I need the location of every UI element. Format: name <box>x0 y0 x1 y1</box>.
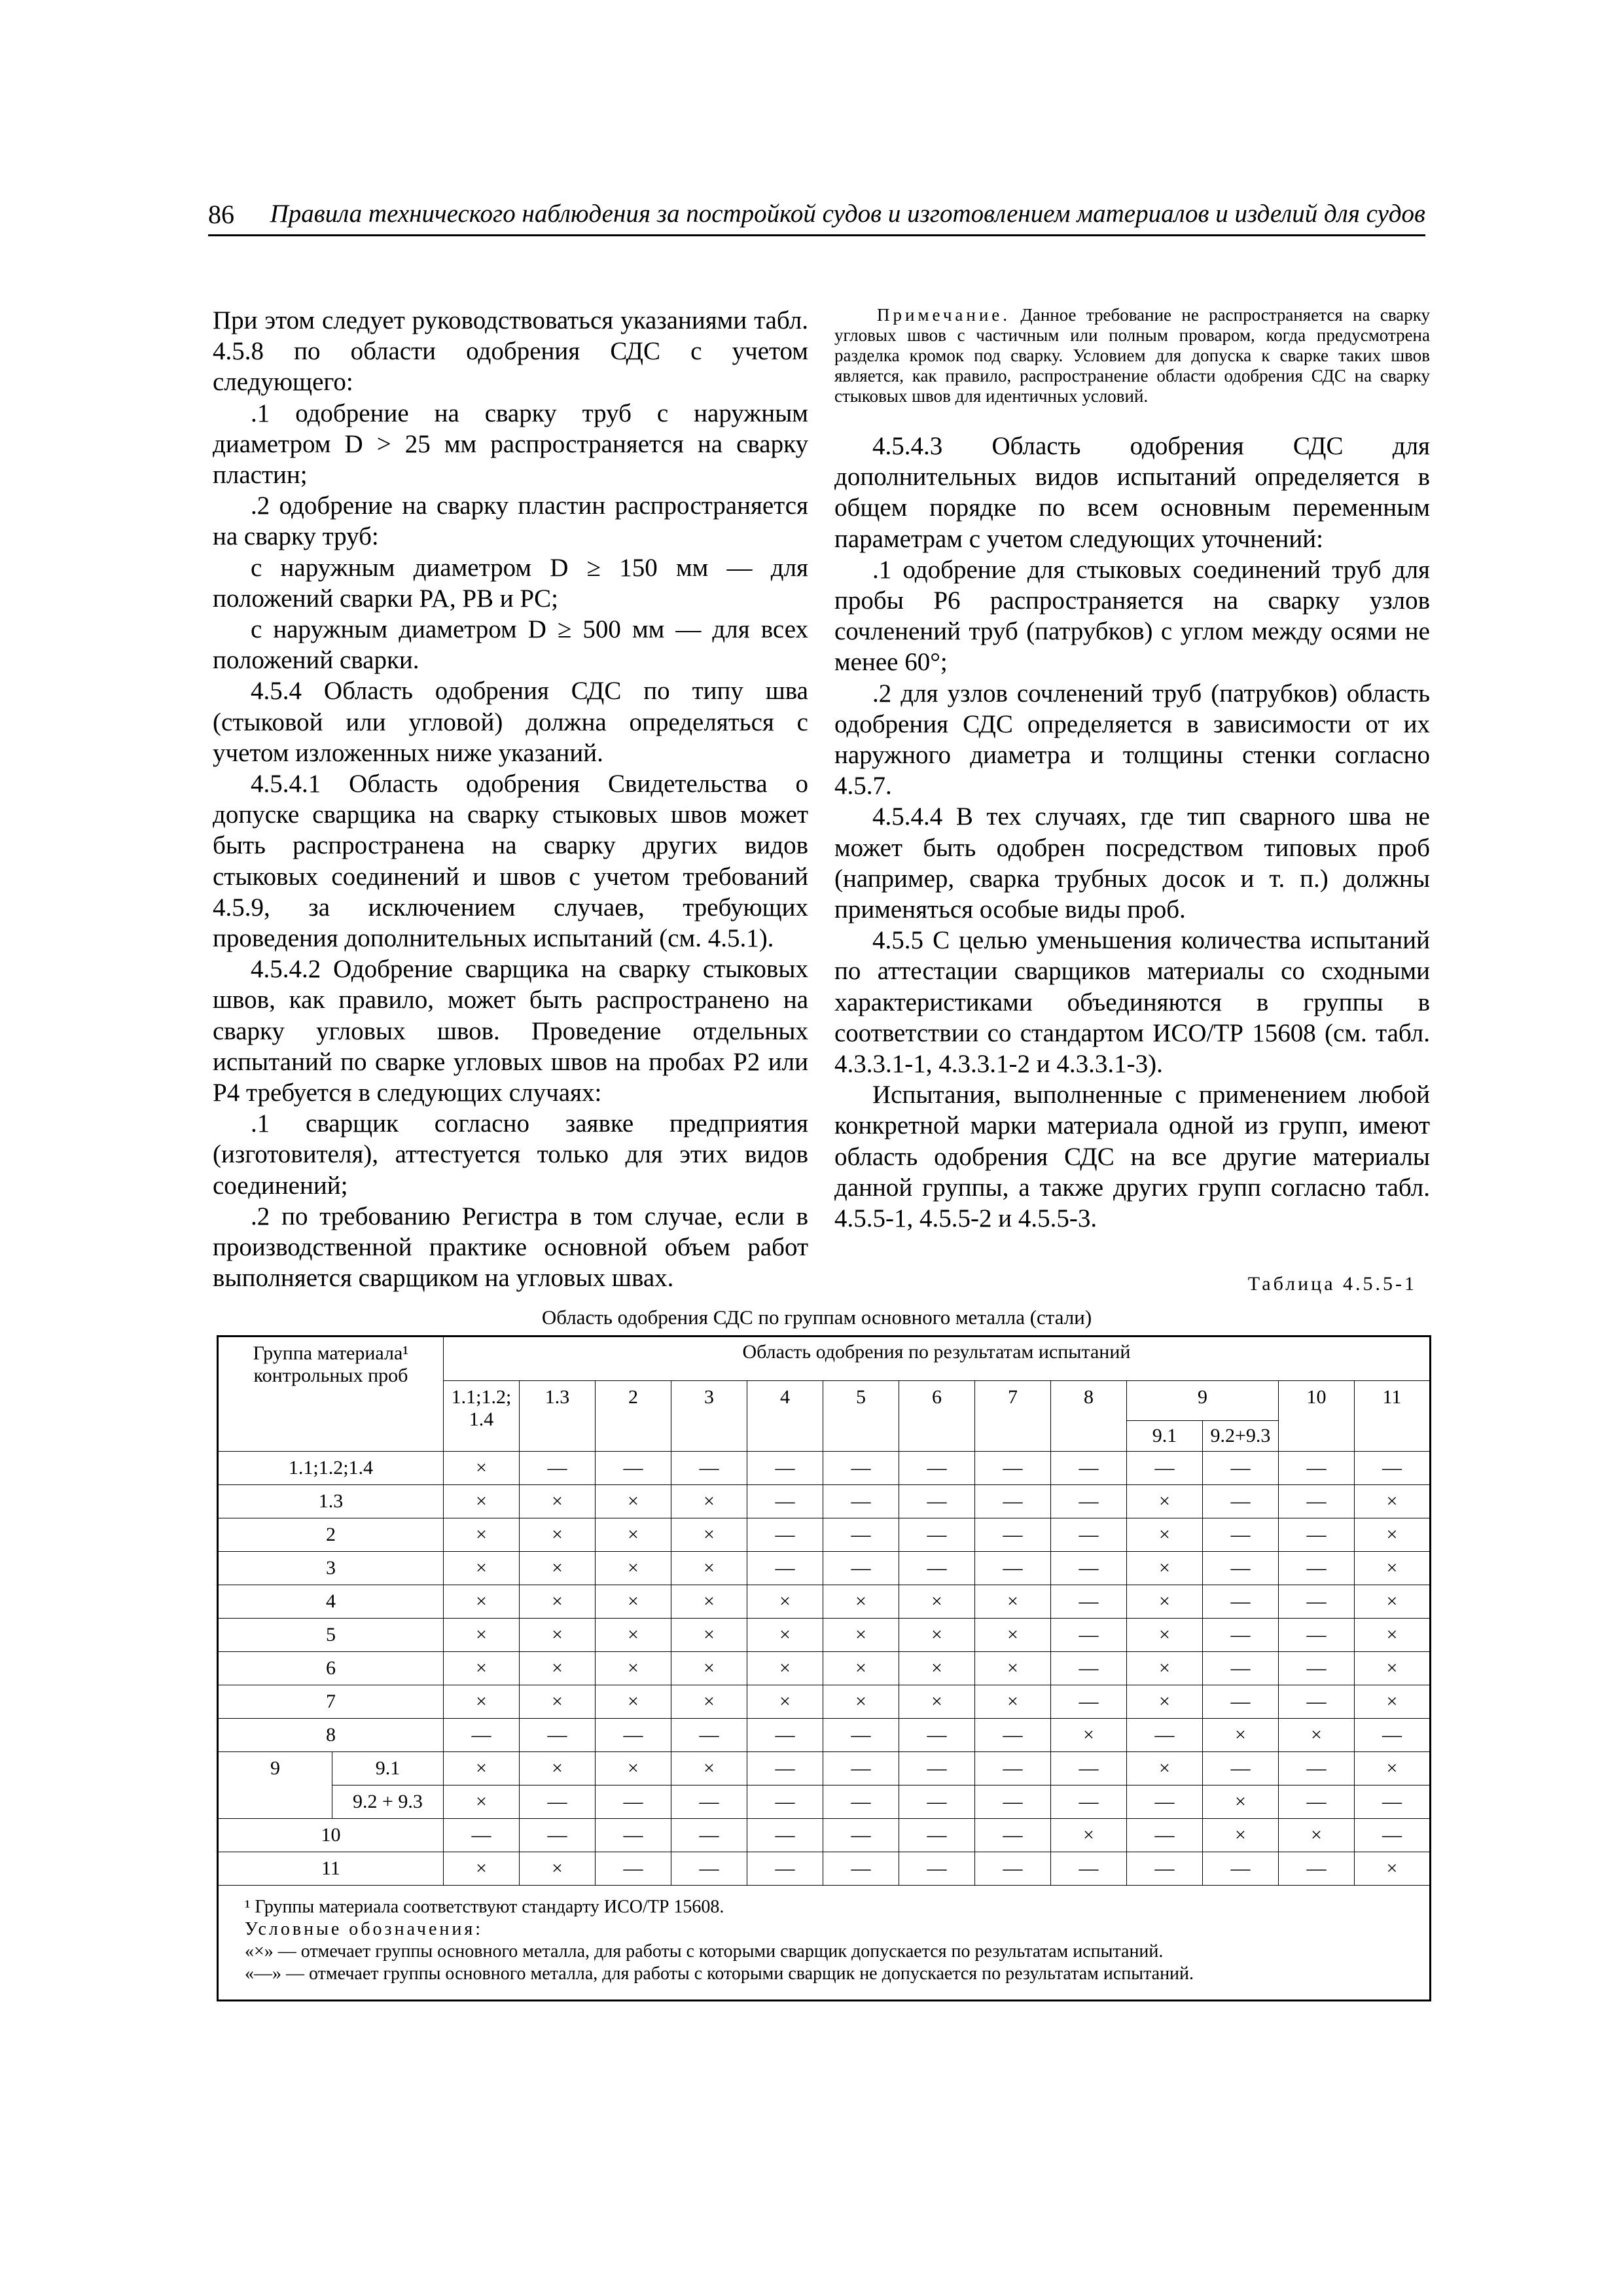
column-header: 2 <box>595 1381 671 1452</box>
table-cell: — <box>823 1819 899 1852</box>
table-cell: × <box>1354 1552 1430 1585</box>
table-cell: × <box>1354 1752 1430 1785</box>
note <box>834 305 1430 406</box>
table-cell: — <box>1050 1785 1126 1819</box>
table-cell: × <box>974 1619 1050 1652</box>
table-cell: × <box>899 1685 974 1719</box>
table-cell: — <box>671 1452 747 1485</box>
note-text: Данное требование не распространяется на сварку угловых швов с частичным или полным проваром, когда предусмотрена разделка кромок под сварку. Условием для допуска к сварке таких швов является, как правило, распространение области одобрения СДС на сварку стыковых швов для идентичных условий. <box>834 305 1430 406</box>
table-cell: — <box>1278 1652 1354 1685</box>
table-cell: — <box>899 1852 974 1886</box>
table-cell: × <box>671 1685 747 1719</box>
table-cell: × <box>1202 1785 1278 1819</box>
column-header: 7 <box>974 1381 1050 1452</box>
table-cell: × <box>1126 1518 1202 1552</box>
table-cell: — <box>747 1518 823 1552</box>
table-cell: × <box>1050 1819 1126 1852</box>
table-cell: × <box>443 1452 519 1485</box>
table-cell: × <box>974 1585 1050 1619</box>
table-cell: — <box>595 1719 671 1752</box>
table-cell: × <box>671 1585 747 1619</box>
table-title: Область одобрения СДС по группам основного металла (стали) <box>541 1306 1092 1329</box>
row-label: 11 <box>218 1852 444 1886</box>
table-row <box>218 1518 1431 1552</box>
table-cell: × <box>671 1552 747 1585</box>
table-cell: × <box>823 1619 899 1652</box>
table-cell: — <box>974 1819 1050 1852</box>
row-label: 2 <box>218 1518 444 1552</box>
row-sublabel: 9.2 + 9.3 <box>332 1785 444 1819</box>
table-cell: — <box>1278 1552 1354 1585</box>
table-cell: × <box>519 1619 595 1652</box>
table-cell: — <box>823 1552 899 1585</box>
table-cell: — <box>1050 1852 1126 1886</box>
table-cell: × <box>1354 1485 1430 1518</box>
paragraph: с наружным диаметром D ≥ 150 мм — для положений сварки PA, PB и PC; <box>213 553 808 613</box>
table-cell: — <box>1354 1785 1430 1819</box>
table-cell: — <box>1202 1585 1278 1619</box>
table-cell: — <box>519 1719 595 1752</box>
table-cell: × <box>823 1585 899 1619</box>
right-column <box>834 305 1430 1234</box>
table-cell: — <box>1202 1685 1278 1719</box>
table-cell: × <box>747 1619 823 1652</box>
table-cell: × <box>519 1652 595 1685</box>
table-cell: — <box>974 1485 1050 1518</box>
table-cell: — <box>1354 1452 1430 1485</box>
table-cell: × <box>443 1785 519 1819</box>
table-cell: × <box>519 1485 595 1518</box>
table-cell: — <box>1126 1785 1202 1819</box>
table-cell: × <box>1202 1819 1278 1852</box>
table-cell: — <box>1278 1685 1354 1719</box>
legend-item: «—» — отмечает группы основного металла, для работы с которыми сварщик не допускается по результатам испытаний. <box>245 1964 1194 1984</box>
table-row <box>218 1685 1431 1719</box>
table-cell: — <box>747 1552 823 1585</box>
paragraph: с наружным диаметром D ≥ 500 мм — для всех положений сварки. <box>213 615 808 675</box>
approval-table <box>217 1335 1431 2001</box>
table-cell: × <box>974 1685 1050 1719</box>
table-cell: — <box>1278 1485 1354 1518</box>
table-footnotes <box>218 1886 1431 2001</box>
table-cell: — <box>747 1819 823 1852</box>
table-cell: — <box>1202 1518 1278 1552</box>
table-cell: — <box>747 1452 823 1485</box>
row-label: 3 <box>218 1552 444 1585</box>
paragraph: 4.5.4.1 Область одобрения Свидетельства о допуске сварщика на сварку стыковых швов может быть распространена на сварку других видов стыковых соединений и швов с учетом требований 4.5.9, за исключением случаев, требующих проведения дополнительных испытаний (см. 4.5.1). <box>213 770 808 953</box>
table-cell: × <box>671 1619 747 1652</box>
table-cell: — <box>671 1785 747 1819</box>
table-cell: × <box>519 1552 595 1585</box>
paragraph: Испытания, выполненные с применением любой конкретной марки материала одной из групп, имеют область одобрения СДС на все другие материалы данной группы, а также других групп согласно табл. 4.5.5-1, 4.5.5-2 и 4.5.5-3. <box>834 1081 1430 1233</box>
table-cell: — <box>671 1852 747 1886</box>
paragraph: При этом следует руководствоваться указаниями табл. 4.5.8 по области одобрения СДС с учетом следующего: <box>213 306 808 397</box>
table-cell: × <box>747 1652 823 1685</box>
table-cell: — <box>1050 1619 1126 1652</box>
legend-item: «×» — отмечает группы основного металла, для работы с которыми сварщик допускается по результатам испытаний. <box>245 1941 1164 1962</box>
table-cell: × <box>1126 1652 1202 1685</box>
table-cell: × <box>1126 1619 1202 1652</box>
table-cell: × <box>1126 1485 1202 1518</box>
column-header: 5 <box>823 1381 899 1452</box>
row-group-label: 9 <box>218 1752 332 1819</box>
table-cell: × <box>519 1685 595 1719</box>
table-cell: — <box>1126 1819 1202 1852</box>
table-cell: × <box>443 1485 519 1518</box>
table-cell: × <box>899 1619 974 1652</box>
table-cell: — <box>1278 1752 1354 1785</box>
table-cell: × <box>595 1652 671 1685</box>
column-header: 9 <box>1126 1381 1278 1421</box>
running-title: Правила технического наблюдения за постройкой судов и изготовлением материалов и изделий для судов <box>270 200 1425 228</box>
table-cell: × <box>899 1652 974 1685</box>
table-cell: — <box>747 1852 823 1886</box>
table-cell: — <box>899 1518 974 1552</box>
table-cell: — <box>974 1752 1050 1785</box>
column-header: 1.3 <box>519 1381 595 1452</box>
table-row <box>218 1452 1431 1485</box>
table-row <box>218 1485 1431 1518</box>
table-cell: × <box>1050 1719 1126 1752</box>
table-number: Таблица 4.5.5-1 <box>1247 1273 1417 1295</box>
table-cell: × <box>671 1485 747 1518</box>
table-row <box>218 1552 1431 1585</box>
table-cell: × <box>1126 1585 1202 1619</box>
table-cell: × <box>519 1518 595 1552</box>
column-header: 3 <box>671 1381 747 1452</box>
table-cell: — <box>1278 1585 1354 1619</box>
row-label: 1.1;1.2;1.4 <box>218 1452 444 1485</box>
table-cell: — <box>1050 1752 1126 1785</box>
table-cell: — <box>1202 1752 1278 1785</box>
paragraph: .2 одобрение на сварку пластин распространяется на сварку труб: <box>213 492 808 551</box>
table-cell: — <box>747 1785 823 1819</box>
paragraph: 4.5.4.4 В тех случаях, где тип сварного шва не может быть одобрен посредством типовых проб (например, сварка трубных досок и т. п.) должны применяться особые виды проб. <box>834 802 1430 924</box>
subcolumn-header: 9.2+9.3 <box>1202 1421 1278 1452</box>
table-cell: — <box>974 1719 1050 1752</box>
table-cell: — <box>747 1719 823 1752</box>
left-column <box>213 305 808 1294</box>
table-cell: — <box>974 1552 1050 1585</box>
row-label: 7 <box>218 1685 444 1719</box>
row-sublabel: 9.1 <box>332 1752 444 1785</box>
table-cell: — <box>595 1852 671 1886</box>
table-cell: — <box>1202 1485 1278 1518</box>
table-cell: × <box>595 1485 671 1518</box>
table-cell: — <box>1202 1852 1278 1886</box>
table-cell: — <box>899 1719 974 1752</box>
column-header: 8 <box>1050 1381 1126 1452</box>
table-row <box>218 1619 1431 1652</box>
table-cell: — <box>1050 1685 1126 1719</box>
table-cell: — <box>1126 1452 1202 1485</box>
table-row <box>218 1785 1431 1819</box>
table-cell: × <box>1354 1852 1430 1886</box>
table-cell: × <box>519 1752 595 1785</box>
table-cell: × <box>1354 1619 1430 1652</box>
table-cell: × <box>519 1852 595 1886</box>
table-cell: — <box>974 1518 1050 1552</box>
table-cell: × <box>595 1619 671 1652</box>
table-cell: — <box>747 1485 823 1518</box>
table-cell: — <box>443 1819 519 1852</box>
table-cell: — <box>1050 1585 1126 1619</box>
table-row <box>218 1819 1431 1852</box>
table-cell: × <box>443 1652 519 1685</box>
paragraph: .1 одобрение на сварку труб с наружным диаметром D > 25 мм распространяется на сварку пластин; <box>213 399 808 490</box>
table-cell: — <box>1050 1652 1126 1685</box>
table-cell: — <box>1126 1852 1202 1886</box>
table-cell: — <box>823 1518 899 1552</box>
table-cell: × <box>1354 1518 1430 1552</box>
table-cell: — <box>1202 1652 1278 1685</box>
table-cell: × <box>974 1652 1050 1685</box>
column-header: 11 <box>1354 1381 1430 1452</box>
subcolumn-header: 9.1 <box>1126 1421 1202 1452</box>
table-cell: — <box>823 1719 899 1752</box>
paragraph: 4.5.4.3 Область одобрения СДС для дополнительных видов испытаний определяется в общем порядке по всем основным переменным параметрам с учетом следующих уточнений: <box>834 432 1430 553</box>
table-cell: × <box>443 1685 519 1719</box>
table-cell: — <box>1050 1452 1126 1485</box>
table-cell: — <box>1050 1518 1126 1552</box>
table-cell: — <box>899 1752 974 1785</box>
table-cell: — <box>974 1452 1050 1485</box>
table-cell: — <box>899 1485 974 1518</box>
table-cell: — <box>1202 1452 1278 1485</box>
table-cell: — <box>1278 1785 1354 1819</box>
table-cell: — <box>671 1819 747 1852</box>
table-cell: — <box>443 1719 519 1752</box>
table-cell: — <box>595 1819 671 1852</box>
table-cell: × <box>1126 1552 1202 1585</box>
table-row <box>218 1652 1431 1685</box>
table-cell: × <box>595 1752 671 1785</box>
row-label: 4 <box>218 1585 444 1619</box>
table-cell: — <box>1050 1485 1126 1518</box>
table-row <box>218 1752 1431 1785</box>
table-cell: × <box>595 1518 671 1552</box>
table-cell: × <box>443 1852 519 1886</box>
table-cell: — <box>1278 1852 1354 1886</box>
paragraph: .2 по требованию Регистра в том случае, если в производственной практике основной объем работ выполняется сварщиком на угловых швах. <box>213 1202 808 1293</box>
table-cell: — <box>1126 1719 1202 1752</box>
table-cell: — <box>1202 1552 1278 1585</box>
table-cell: — <box>747 1752 823 1785</box>
table-cell: × <box>1354 1585 1430 1619</box>
table-cell: × <box>671 1518 747 1552</box>
table-cell: — <box>823 1852 899 1886</box>
table-cell: — <box>899 1552 974 1585</box>
table-cell: × <box>443 1752 519 1785</box>
table-cell: × <box>443 1585 519 1619</box>
footnote: ¹ Группы материала соответствуют стандарту ИСО/ТР 15608. <box>245 1897 724 1917</box>
table-row <box>218 1852 1431 1886</box>
table-cell: × <box>671 1752 747 1785</box>
table-cell: × <box>595 1585 671 1619</box>
table-cell: × <box>671 1652 747 1685</box>
table-cell: × <box>747 1685 823 1719</box>
table-cell: — <box>899 1819 974 1852</box>
table-cell: × <box>595 1685 671 1719</box>
table-cell: × <box>747 1585 823 1619</box>
table-cell: — <box>1354 1819 1430 1852</box>
column-header: 10 <box>1278 1381 1354 1452</box>
table-cell: — <box>671 1719 747 1752</box>
table-cell: — <box>1278 1518 1354 1552</box>
table-cell: — <box>899 1785 974 1819</box>
column-header: 6 <box>899 1381 974 1452</box>
table-cell: — <box>823 1785 899 1819</box>
table-cell: — <box>595 1785 671 1819</box>
table-cell: — <box>595 1452 671 1485</box>
table-cell: — <box>974 1852 1050 1886</box>
row-label: 8 <box>218 1719 444 1752</box>
table-cell: × <box>595 1552 671 1585</box>
table-cell: × <box>443 1518 519 1552</box>
table-cell: × <box>1354 1652 1430 1685</box>
table-cell: — <box>1354 1719 1430 1752</box>
paragraph: 4.5.4 Область одобрения СДС по типу шва (стыковой или угловой) должна определяться с учетом изложенных ниже указаний. <box>213 677 808 767</box>
row-label: 5 <box>218 1619 444 1652</box>
table-cell: — <box>974 1785 1050 1819</box>
table-cell: — <box>823 1452 899 1485</box>
table-cell: × <box>443 1552 519 1585</box>
table-cell: × <box>1354 1685 1430 1719</box>
table-cell: — <box>1050 1552 1126 1585</box>
table-cell: — <box>899 1452 974 1485</box>
legend-title: Условные обозначения: <box>245 1919 484 1939</box>
table-cell: — <box>519 1785 595 1819</box>
table-cell: — <box>1202 1619 1278 1652</box>
row-label: 6 <box>218 1652 444 1685</box>
column-header: 4 <box>747 1381 823 1452</box>
table-cell: × <box>443 1619 519 1652</box>
paragraph: .2 для узлов сочленений труб (патрубков) область одобрения СДС определяется в зависимости от их наружного диаметра и толщины стенки согласно 4.5.7. <box>834 679 1430 800</box>
table-cell: — <box>823 1752 899 1785</box>
table-cell: × <box>1126 1685 1202 1719</box>
table-row <box>218 1719 1431 1752</box>
approval-header: Область одобрения по результатам испытаний <box>443 1336 1430 1381</box>
table-cell: — <box>519 1452 595 1485</box>
paragraph: .1 одобрение для стыковых соединений труб для пробы P6 распространяется на сварку узлов сочленений труб (патрубков) с углом между осями не менее 60°; <box>834 555 1430 677</box>
paragraph: 4.5.4.2 Одобрение сварщика на сварку стыковых швов, как правило, может быть распространено на сварку угловых швов. Проведение отдельных испытаний по сварке угловых швов на пробах P2 или P4 требуется в следующих случаях: <box>213 955 808 1107</box>
paragraph: 4.5.5 С целью уменьшения количества испытаний по аттестации сварщиков материалы со сходными характеристиками объединяются в группы в соответствии со стандартом ИСО/ТР 15608 (см. табл. 4.3.3.1-1, 4.3.3.1-2 и 4.3.3.1-3). <box>834 926 1430 1079</box>
table-cell: × <box>1202 1719 1278 1752</box>
table-cell: × <box>899 1585 974 1619</box>
table-cell: — <box>1278 1452 1354 1485</box>
note-label: Примечание. <box>877 305 1011 325</box>
paragraph: .1 сварщик согласно заявке предприятия (изготовителя), аттестуется только для этих видов соединений; <box>213 1109 808 1200</box>
table-cell: — <box>823 1485 899 1518</box>
page-number: 86 <box>208 200 234 229</box>
table-cell: × <box>823 1652 899 1685</box>
table-cell: × <box>1278 1719 1354 1752</box>
table-cell: — <box>1278 1619 1354 1652</box>
table-cell: — <box>519 1819 595 1852</box>
page-header <box>208 196 1425 236</box>
table-cell: × <box>1126 1752 1202 1785</box>
table-cell: × <box>519 1585 595 1619</box>
row-label: 10 <box>218 1819 444 1852</box>
table-cell: × <box>823 1685 899 1719</box>
row-label: 1.3 <box>218 1485 444 1518</box>
table-row <box>218 1585 1431 1619</box>
table-cell: × <box>1278 1819 1354 1852</box>
corner-header: Группа материала¹ контрольных проб <box>218 1336 444 1452</box>
column-header: 1.1;1.2; 1.4 <box>443 1381 519 1452</box>
